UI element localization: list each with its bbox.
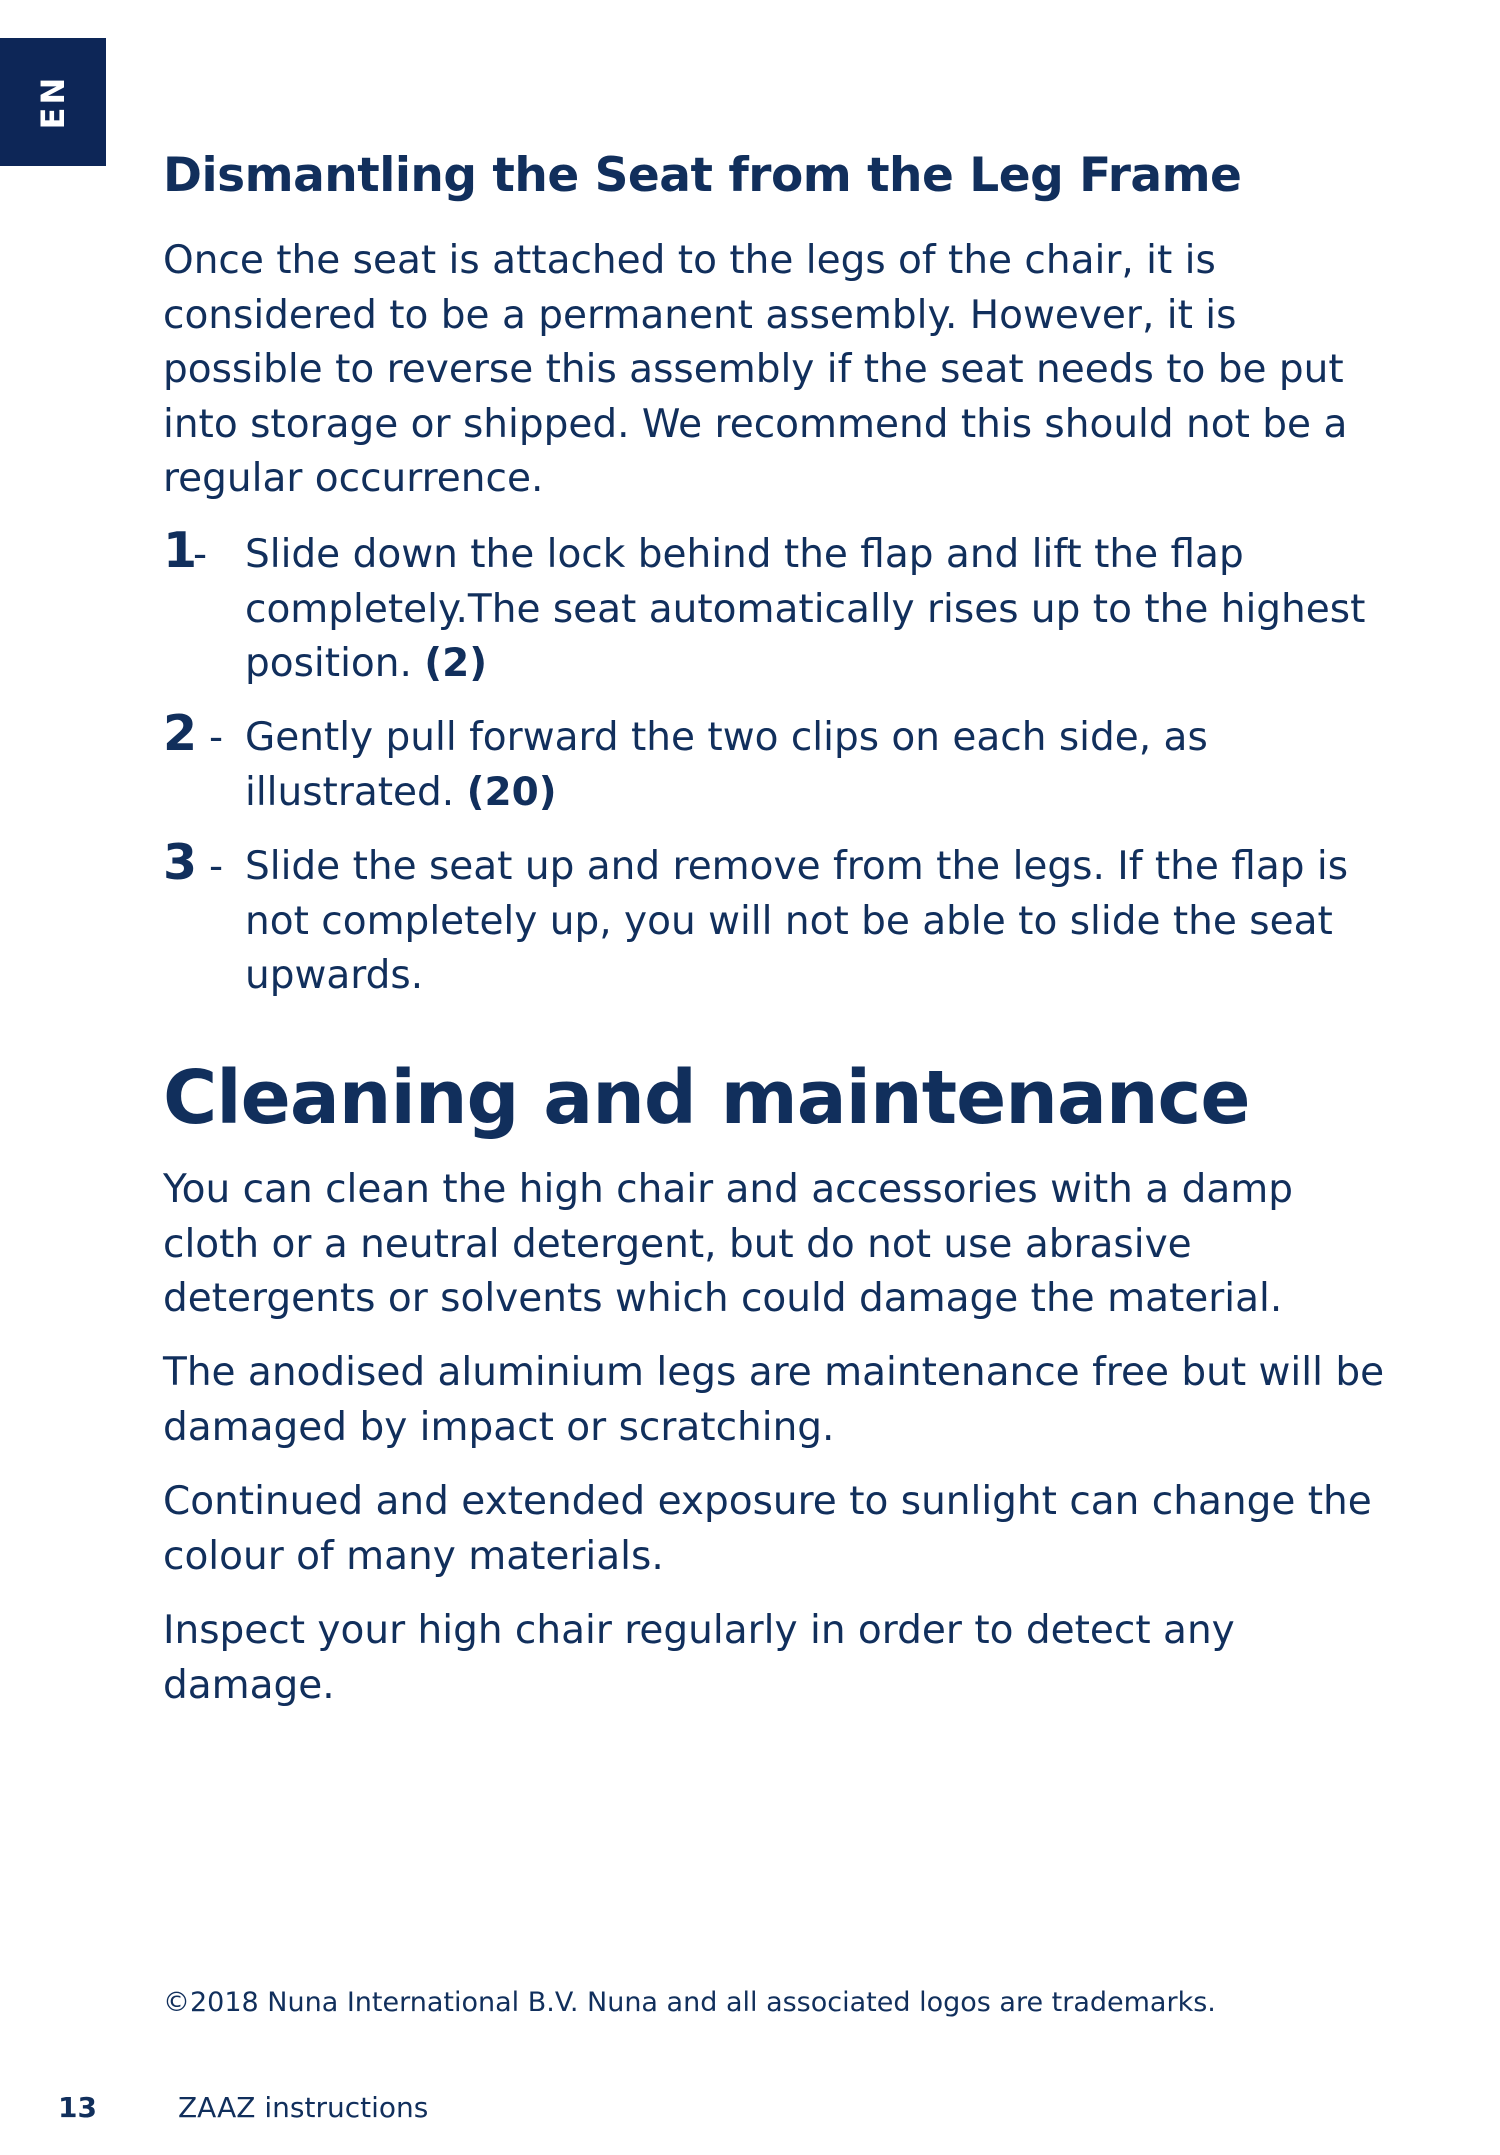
step-text: Gently pull forward the two clips on each side, as illustrated. (245, 715, 1208, 815)
step-text-block (245, 840, 1405, 1004)
legs-paragraph: The anodised aluminium legs are maintenance free but will be damaged by impact or scratching. (163, 1350, 1385, 1450)
step-text: Slide the seat up and remove from the legs. If the flap is not completely up, you will not be able to slide the seat upwards. (245, 844, 1349, 998)
sunlight-paragraph: Continued and extended exposure to sunlight can change the colour of many materials. (163, 1479, 1372, 1579)
figure-reference: (20) (466, 769, 557, 815)
step-dash: - (209, 844, 224, 889)
figure-reference: (2) (424, 641, 488, 686)
step-number: 2 (163, 705, 198, 762)
step-text: Slide down the lock behind the flap and lift the flap completely.The seat automatically rises up to the highest position. (245, 532, 1366, 686)
step-number: 1 (163, 522, 198, 579)
section-heading-dismantling: Dismantling the Seat from the Leg Frame (163, 148, 1242, 203)
cleaning-paragraph: You can clean the high chair and accessories with a damp cloth or a neutral detergent, but do not use abrasive detergents or solvents which could damage the material. (163, 1167, 1293, 1321)
language-tab (0, 38, 106, 166)
intro-paragraph: Once the seat is attached to the legs of the chair, it is considered to be a permanent assembly. However, it is possible to reverse this assembly if the seat needs to be put into storage or shipped. We recommend this should not be a regular occurrence. (163, 238, 1348, 501)
copyright-notice: ©2018 Nuna International B.V. Nuna and all associated logos are trademarks. (163, 1987, 1216, 2018)
language-tab-label: EN (34, 74, 72, 130)
step-text-block (245, 711, 1405, 820)
inspect-paragraph: Inspect your high chair regularly in order to detect any damage. (163, 1608, 1235, 1708)
step-text-block (245, 528, 1405, 692)
step-number: 3 (163, 834, 198, 891)
step-dash: - (209, 715, 224, 760)
section-heading-cleaning: Cleaning and maintenance (163, 1055, 1250, 1141)
document-name: ZAAZ instructions (178, 2091, 429, 2124)
step-dash: - (193, 532, 208, 577)
page-number: 13 (58, 2091, 97, 2124)
